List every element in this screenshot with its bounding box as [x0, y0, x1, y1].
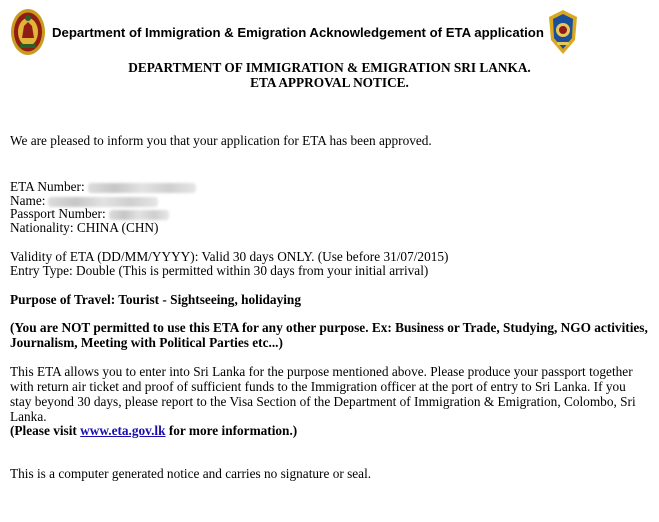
eta-website-link[interactable]: www.eta.gov.lk	[80, 423, 166, 438]
immigration-crest-icon	[545, 8, 581, 56]
intro-text: We are pleased to inform you that your application for ETA has been approved.	[10, 133, 432, 148]
passport-label: Passport Number:	[10, 206, 106, 221]
visit-line	[10, 423, 297, 438]
entry-type-text: Entry Type: Double (This is permitted within 30 days from your initial arrival)	[10, 263, 429, 278]
body-paragraph: This ETA allows you to enter into Sri Lanka for the purpose mentioned above. Please produce your passport together with return air ticket and proof of sufficient funds to the Immigration officer at the port of entry to Sri Lanka. If you stay beyond 30 days, please report to the Visa Section of the Department of Immigration & Emigration, Colombo, Sri Lanka.	[10, 364, 636, 424]
validity-text: Validity of ETA (DD/MM/YYYY): Valid 30 days ONLY. (Use before 31/07/2015)	[10, 249, 449, 264]
name-label: Name:	[10, 193, 46, 208]
footer-text: This is a computer generated notice and carries no signature or seal.	[10, 466, 372, 481]
passport-row	[10, 206, 169, 221]
purpose-text: Purpose of Travel: Tourist - Sightseeing, holidaying	[10, 292, 301, 307]
sri-lanka-emblem-icon	[10, 8, 46, 56]
redacted-eta-number	[88, 183, 196, 193]
visit-prefix: (Please visit	[10, 423, 81, 438]
header-title: Department of Immigration & Emigration Acknowledgement of ETA application	[52, 25, 544, 40]
document-header	[0, 0, 659, 60]
redacted-passport-number	[109, 210, 169, 220]
visit-suffix: for more information.)	[165, 423, 298, 438]
eta-number-row	[10, 179, 196, 194]
eta-number-label: ETA Number:	[10, 179, 85, 194]
nationality-text: Nationality: CHINA (CHN)	[10, 220, 159, 235]
purpose-warning: (You are NOT permitted to use this ETA for any other purpose. Ex: Business or Trade, Studying, NGO activities, Journalism, Meeting with Political Parties etc...)	[10, 320, 648, 350]
notice-title-line1: DEPARTMENT OF IMMIGRATION & EMIGRATION SRI LANKA.	[128, 60, 531, 75]
notice-title-line2: ETA APPROVAL NOTICE.	[250, 75, 409, 90]
